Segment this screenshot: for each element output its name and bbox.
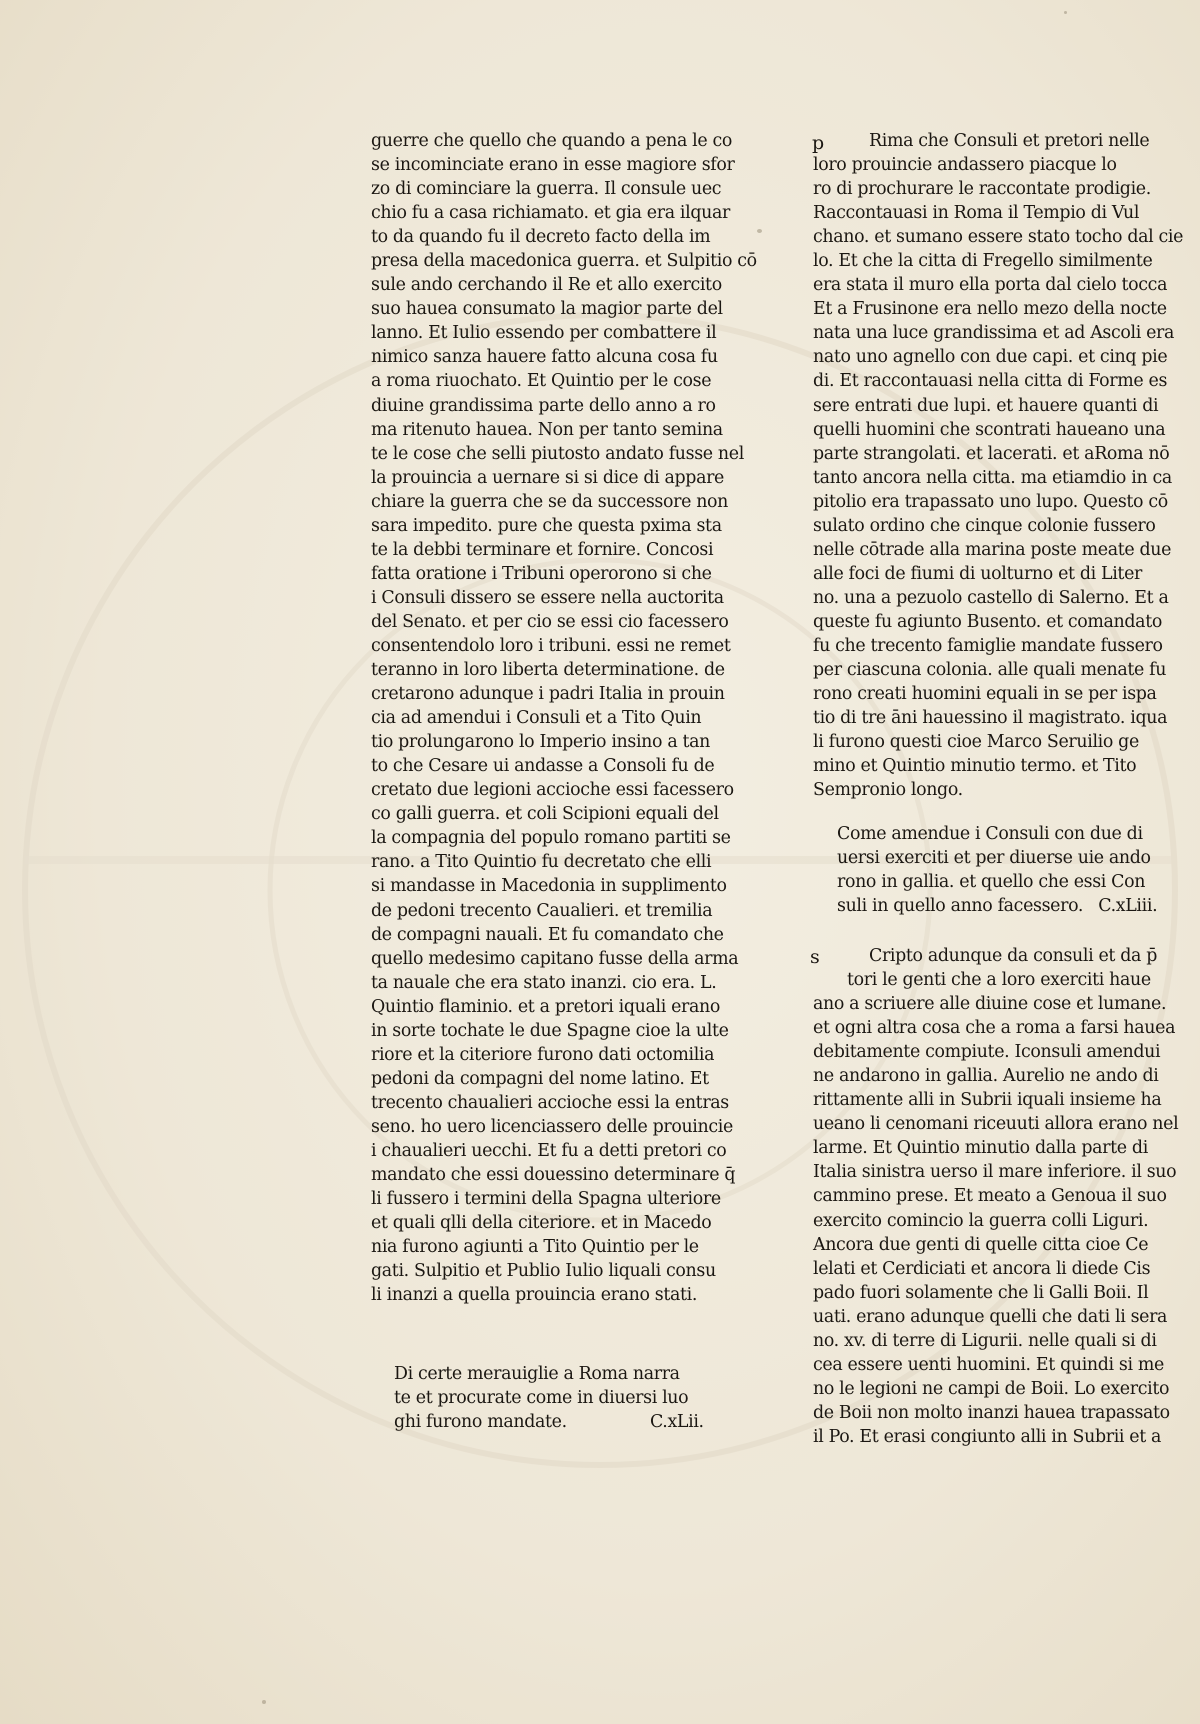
text-line: sere entrati due lupi. et hauere quanti di <box>813 395 1159 416</box>
text-line: ma ritenuto hauea. Non per tanto semina <box>371 419 723 440</box>
text-line: larme. Et Quintio minutio dalla parte di <box>813 1138 1148 1159</box>
text-line: presa della macedonica guerra. et Sulpitio cō <box>371 251 757 272</box>
text-line: quello medesimo capitano fusse della arma <box>371 948 739 969</box>
text-line: cretarono adunque i padri Italia in prouin <box>371 684 725 705</box>
text-line: suo hauea consumato la magior parte del <box>371 299 723 320</box>
text-line: era stata il muro ella porta dal cielo tocca <box>813 275 1168 296</box>
text-line: guerre che quello che quando a pena le co <box>371 131 733 151</box>
text-line: nata una luce grandissima et ad Ascoli era <box>813 323 1175 344</box>
heading-line: rono in gallia. et quello che essi Con <box>837 872 1146 893</box>
text-line: ne andarono in gallia. Aurelio ne ando di <box>813 1066 1159 1087</box>
text-line: del Senato. et per cio se essi cio facessero <box>371 611 729 632</box>
text-line: li furono questi cioe Marco Seruilio ge <box>813 732 1139 753</box>
text-line: no. una a pezuolo castello di Salerno. Et a <box>813 587 1169 608</box>
text-line: se incominciate erano in esse magiore sfor <box>371 155 735 176</box>
text-line: uati. erano adunque quelli che dati li sera <box>813 1306 1168 1327</box>
text-line: et quali qlli della citeriore. et in Macedo <box>371 1213 712 1234</box>
chapter-heading-xlii <box>394 1362 704 1434</box>
text-line: riore et la citeriore furono dati octomilia <box>371 1044 715 1065</box>
text-line: sulato ordino che cinque colonie fussero <box>813 515 1156 536</box>
left-text-column <box>371 129 757 1307</box>
text-line: Et a Frusinone era nello mezo della nocte <box>813 299 1167 320</box>
text-line: chano. et sumano essere stato tocho dal cie <box>813 227 1184 248</box>
text-line: nia furono agiunti a Tito Quintio per le <box>371 1237 699 1258</box>
paper-spot <box>1064 11 1067 14</box>
heading-line: Di certe merauiglie a Roma narra <box>394 1364 680 1384</box>
text-line: i Consuli dissero se essere nella auctorita <box>371 587 724 608</box>
text-line: quelli huomini che scontrati haueano una <box>813 419 1166 440</box>
text-line: lelati et Cerdiciati et ancora li diede Cis <box>813 1258 1151 1279</box>
guide-letter-s: s <box>810 946 820 968</box>
text-line: Ancora due genti di quelle citta cioe Ce <box>813 1234 1149 1255</box>
right-text-column <box>813 129 1184 802</box>
text-line: la compagnia del populo romano partiti se <box>371 828 731 849</box>
text-line: te le cose che selli piutosto andato fusse nel <box>371 443 744 464</box>
text-line: la prouincia a uernare si si dice di appare <box>371 467 724 488</box>
text-line: trecento chaualieri accioche essi la entras <box>371 1092 729 1113</box>
chapter-number: C.xLii. <box>649 1412 704 1433</box>
text-line: pitolio era trapassato uno lupo. Questo cō <box>813 491 1168 512</box>
text-line: to da quando fu il decreto facto della im <box>371 227 711 248</box>
text-line: alle foci de fiumi di uolturno et di Liter <box>813 563 1142 584</box>
text-line: fatta oratione i Tribuni operorono si che <box>371 563 712 584</box>
text-line: te la debbi terminare et fornire. Concosi <box>371 539 714 560</box>
guide-letter-p: p <box>812 132 825 154</box>
text-line: Raccontauasi in Roma il Tempio di Vul <box>813 203 1140 224</box>
text-line: nelle cōtrade alla marina poste meate due <box>813 539 1172 560</box>
text-line: rano. a Tito Quintio fu decretato che elli <box>371 852 712 873</box>
text-line: fu che trecento famiglie mandate fussero <box>813 635 1163 656</box>
text-line: lanno. Et Iulio essendo per combattere il <box>371 323 717 344</box>
heading-line: uersi exerciti et per diuerse uie ando <box>837 848 1151 869</box>
text-line: parte strangolati. et lacerati. et aRoma nō <box>813 443 1170 464</box>
chapter-heading-xliii <box>837 822 1157 918</box>
text-line: in sorte tochate le due Spagne cioe la ulte <box>371 1020 729 1041</box>
text-line: i chaualieri uecchi. Et fu a detti pretori co <box>371 1140 727 1161</box>
text-line: ueano li cenomani riceuuti allora erano nel <box>813 1114 1179 1135</box>
chapter-number: C.xLiii. <box>1098 896 1158 917</box>
text-line: mandato che essi douessino determinare q̄ <box>371 1165 736 1186</box>
text-line: li inanzi a quella prouincia erano stati. <box>371 1285 698 1306</box>
paper-spot <box>262 1700 266 1704</box>
text-line: queste fu agiunto Busento. et comandato <box>813 611 1162 632</box>
text-line: gati. Sulpitio et Publio Iulio liquali consu <box>371 1261 716 1282</box>
text-line: consentendolo loro i tribuni. essi ne remet <box>371 635 731 656</box>
text-line: seno. ho uero licenciassero delle prouincie <box>371 1116 733 1137</box>
text-line: per ciascuna colonia. alle quali menate fu <box>813 660 1167 681</box>
text-line: si mandasse in Macedonia in supplimento <box>371 876 727 897</box>
text-line: de compagni nauali. Et fu comandato che <box>371 924 724 945</box>
text-line: mino et Quintio minutio termo. et Tito <box>813 756 1137 777</box>
heading-line: te et procurate come in diuersi luo <box>394 1388 689 1409</box>
text-line: ano a scriuere alle diuine cose et lumane. <box>813 994 1167 1015</box>
text-line: chiare la guerra che se da successore non <box>371 491 729 512</box>
text-line: nato uno agnello con due capi. et cinq pie <box>813 347 1168 368</box>
text-line: ro di prochurare le raccontate prodigie. <box>813 179 1151 200</box>
text-line: to che Cesare ui andasse a Consoli fu de <box>371 756 715 777</box>
text-line: tori le genti che a loro exerciti haue <box>847 970 1151 991</box>
text-line: co galli guerra. et coli Scipioni equali del <box>371 804 719 825</box>
text-line: a roma riuochato. Et Quintio per le cose <box>371 371 712 392</box>
text-line: tio prolungarono lo Imperio insino a tan <box>371 732 711 753</box>
text-line: Rima che Consuli et pretori nelle <box>869 131 1150 151</box>
heading-line: Come amendue i Consuli con due di <box>837 824 1143 844</box>
text-line: chio fu a casa richiamato. et gia era ilquar <box>371 203 730 224</box>
text-line: diuine grandissima parte dello anno a ro <box>371 395 716 416</box>
text-line: Quintio flaminio. et a pretori iquali erano <box>371 996 720 1017</box>
text-line: de Boii non molto inanzi hauea trapassato <box>813 1402 1170 1423</box>
heading-line <box>394 1410 704 1434</box>
text-line: tio di tre āni hauessino il magistrato. iqua <box>813 708 1168 729</box>
text-line: et ogni altra cosa che a roma a farsi hauea <box>813 1018 1176 1039</box>
right-text-column-b <box>813 944 1179 1449</box>
heading-line <box>837 894 1157 918</box>
paper-spot <box>757 229 762 233</box>
text-line: pado fuori solamente che li Galli Boii. Il <box>813 1282 1149 1303</box>
text-line: ta nauale che era stato inanzi. cio era. L. <box>371 972 717 993</box>
text-line: cretato due legioni accioche essi facessero <box>371 780 734 801</box>
text-line: debitamente compiute. Iconsuli amendui <box>813 1042 1161 1063</box>
text-line: no le legioni ne campi de Boii. Lo exercito <box>813 1378 1170 1399</box>
text-line: exercito comincio la guerra colli Liguri. <box>813 1210 1149 1231</box>
heading-line-text: suli in quello anno facessero. <box>837 896 1084 917</box>
text-line: tanto ancora nella citta. ma etiamdio in ca <box>813 467 1172 488</box>
text-line: lo. Et che la citta di Fregello similmente <box>813 251 1153 272</box>
text-line: teranno in loro liberta determinatione. de <box>371 660 725 681</box>
heading-line-text: ghi furono mandate. <box>394 1412 567 1433</box>
text-line: cammino prese. Et meato a Genoua il suo <box>813 1186 1167 1207</box>
text-line: rono creati huomini equali in se per ispa <box>813 684 1157 705</box>
text-line: cea essere uenti huomini. Et quindi si me <box>813 1354 1164 1375</box>
text-line: rittamente alli in Subrii iquali insieme ha <box>813 1090 1162 1111</box>
text-line: sara impedito. pure che questa pxima sta <box>371 515 722 536</box>
text-line: zo di cominciare la guerra. Il consule uec <box>371 179 722 200</box>
text-line: Italia sinistra uerso il mare inferiore. il suo <box>813 1162 1177 1183</box>
text-line: li fussero i termini della Spagna ulteriore <box>371 1189 721 1210</box>
text-line: di. Et raccontauasi nella citta di Forme es <box>813 371 1168 392</box>
text-line: pedoni da compagni del nome latino. Et <box>371 1068 709 1089</box>
text-line: Sempronio longo. <box>813 780 963 801</box>
text-line: loro prouincie andassero piacque lo <box>813 155 1117 176</box>
text-line: de pedoni trecento Caualieri. et tremilia <box>371 900 713 921</box>
text-line: il Po. Et erasi congiunto alli in Subrii et a <box>813 1426 1162 1447</box>
text-line: no. xv. di terre di Ligurii. nelle quali si di <box>813 1330 1157 1351</box>
text-line: Cripto adunque da consuli et da p̄ <box>869 946 1157 966</box>
text-line: sule ando cerchando il Re et allo exercito <box>371 275 722 296</box>
text-line: cia ad amendui i Consuli et a Tito Quin <box>371 708 702 729</box>
text-line: nimico sanza hauere fatto alcuna cosa fu <box>371 347 718 368</box>
